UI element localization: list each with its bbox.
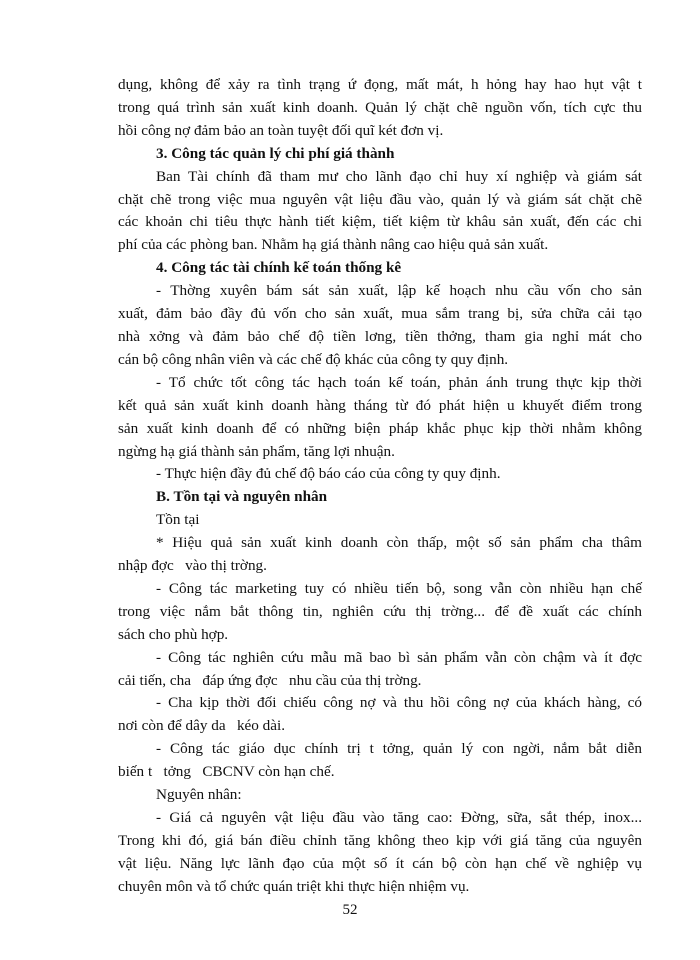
text-line: chặt chẽ trong việc mua nguyên vật liệu đầu vào, quản lý và giám sát chặt chẽ (118, 190, 642, 208)
text-line: - Công tác marketing tuy có nhiều tiến bộ, song vẫn còn nhiều hạn chế (156, 579, 642, 597)
text-line: kết quả sản xuất kinh doanh hàng tháng từ đó phát hiện u khuyết điểm trong (118, 396, 642, 414)
text-line: - Công tác nghiên cứu mẫu mã bao bì sản phẩm vẫn còn chậm và ít đợc (156, 648, 642, 666)
text-line: xuất, đảm bảo đầy đủ vốn cho sản xuất, mua sắm trang bị, sửa chữa cải tạo (118, 305, 642, 323)
text-line: nơi còn để dây da kéo dài. (118, 717, 286, 735)
text-line: - Tổ chức tốt công tác hạch toán kế toán, phản ánh trung thực kịp thời (156, 373, 642, 391)
text-line: - Thờng xuyên bám sát sản xuất, lập kế hoạch nhu cầu vốn cho sản (156, 282, 642, 300)
text-line: Nguyên nhân: (156, 786, 242, 804)
text-line: ngừng hạ giá thành sản phẩm, tăng lợi nhuận. (118, 442, 395, 460)
text-line: Ban Tài chính đã tham mư cho lãnh đạo chỉ huy xí nghiệp và giám sát (156, 167, 642, 185)
text-line: vật liệu. Năng lực lãnh đạo của một số ít cán bộ còn hạn chế về nghiệp vụ (118, 854, 642, 872)
text-line: - Thực hiện đầy đủ chế độ báo cáo của công ty quy định. (156, 465, 501, 483)
text-line: dụng, không để xảy ra tình trạng ứ đọng, mất mát, h hỏng hay hao hụt vật t (118, 76, 642, 93)
text-line: - Giá cả nguyên vật liệu đầu vào tăng cao: Đờng, sữa, sắt thép, inox... (156, 809, 642, 826)
text-line: * Hiệu quả sản xuất kinh doanh còn thấp, một số sản phẩm cha thâm (156, 534, 642, 552)
text-line: sản xuất kinh doanh để có những biện pháp khắc phục kịp thời nhằm không (118, 419, 642, 437)
text-line: nhập đợc vào thị trờng. (118, 557, 267, 575)
section-heading: B. Tồn tại và nguyên nhân (156, 488, 328, 506)
text-line: các khoản chi tiêu thực hành tiết kiệm, tiết kiệm từ khâu sản xuất, đến các chi (118, 213, 642, 231)
text-line: nhà xởng và đảm bảo chế độ tiền lơng, tiền thởng, tham gia nghỉ mát cho (118, 327, 642, 345)
body-text (118, 74, 642, 899)
text-line: - Công tác giáo dục chính trị t tởng, quản lý con ngời, nắm bắt diễn (156, 740, 642, 758)
text-line: biến t tởng CBCNV còn hạn chế. (118, 763, 335, 781)
text-line: cán bộ công nhân viên và các chế độ khác của công ty quy định. (118, 350, 509, 368)
text-line: cải tiến, cha đáp ứng đợc nhu cầu của thị trờng. (118, 671, 422, 689)
text-line: phí của các phòng ban. Nhằm hạ giá thành nâng cao hiệu quả sản xuất. (118, 236, 549, 254)
text-line: sách cho phù hợp. (118, 625, 229, 643)
text-line: trong việc nắm bắt thông tin, nghiên cứu thị trờng... để đề xuất các chính (118, 602, 642, 620)
text-line: - Cha kịp thời đối chiếu công nợ và thu hồi công nợ của khách hàng, có (156, 694, 642, 712)
text-line: chuyên môn và tổ chức quán triệt khi thực hiện nhiệm vụ. (118, 877, 470, 895)
page-number: 52 (342, 902, 358, 918)
text-line: trong quá trình sản xuất kinh doanh. Quản lý chặt chẽ nguồn vốn, tích cực thu (118, 98, 642, 116)
text-line: hồi công nợ đảm bảo an toàn tuyệt đối quĩ két đơn vị. (118, 121, 444, 139)
section-heading: 4. Công tác tài chính kế toán thống kê (156, 259, 402, 277)
text-line: Tồn tại (156, 511, 200, 529)
text-line: Trong khi đó, giá bán điều chỉnh tăng không theo kịp với giá tăng của nguyên (118, 831, 642, 849)
section-heading: 3. Công tác quản lý chi phí giá thành (156, 144, 395, 162)
